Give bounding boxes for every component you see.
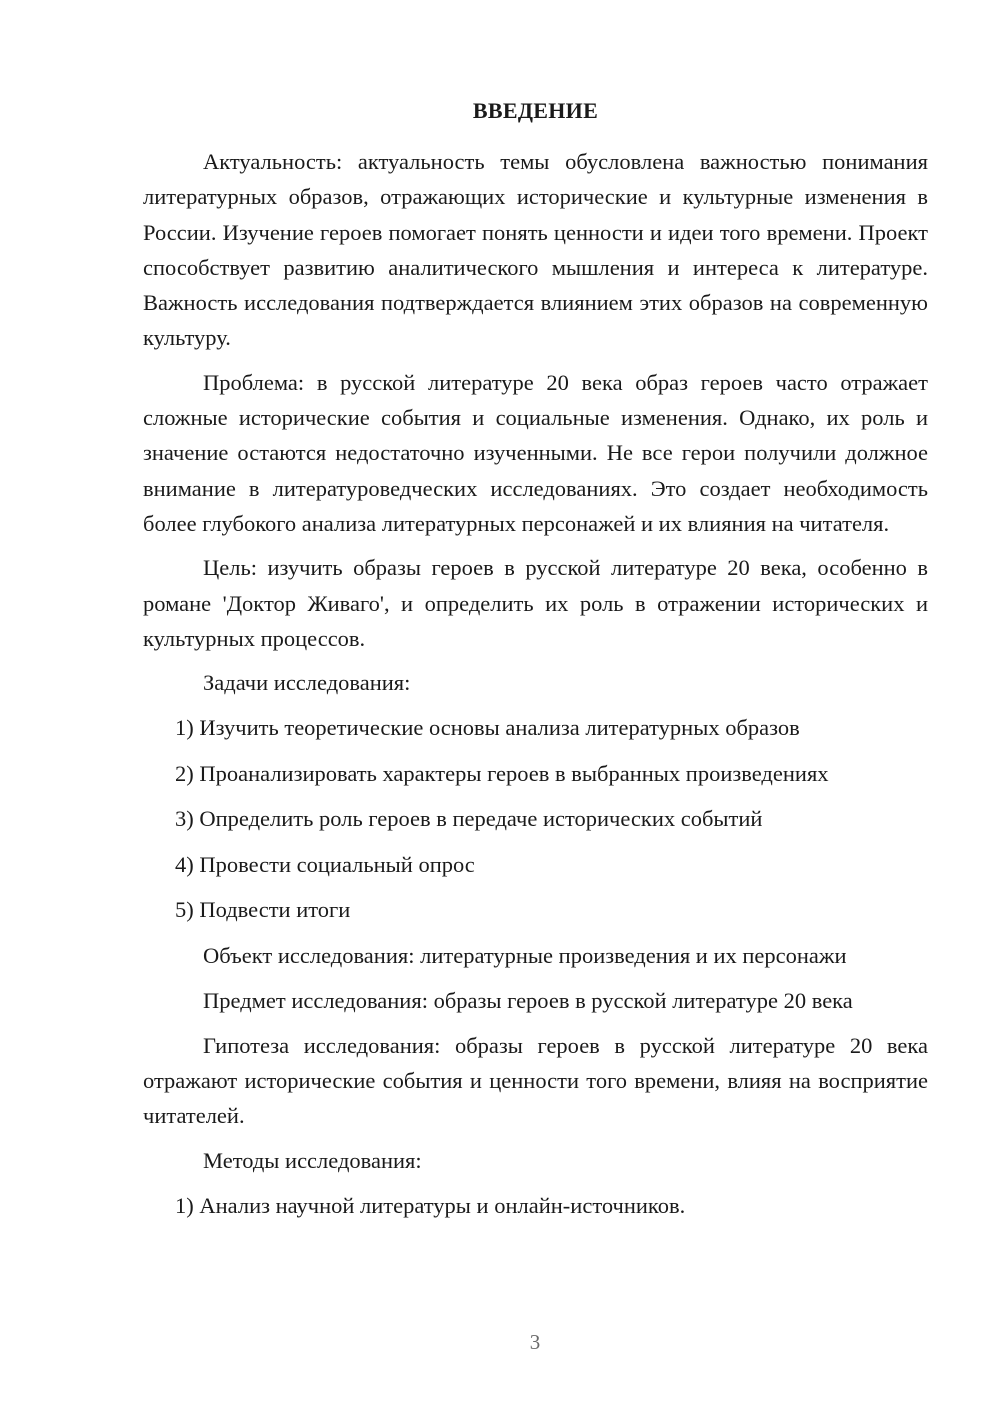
method-item: 1) Анализ научной литературы и онлайн-источников. bbox=[175, 1192, 686, 1218]
tasks-heading: Задачи исследования: bbox=[203, 670, 411, 696]
task-item: 3) Определить роль героев в передаче исторических событий bbox=[175, 806, 763, 832]
methods-heading: Методы исследования: bbox=[203, 1147, 422, 1173]
task-item: 5) Подвести итоги bbox=[175, 897, 351, 923]
section-title: ВВЕДЕНИЕ bbox=[472, 98, 599, 123]
page-number: 3 bbox=[529, 1330, 541, 1354]
goal-paragraph: Цель: изучить образы героев в русской литературе 20 века, особенно в романе 'Доктор Живаго', и определить их роль в отражении исторических и культурных процессов. bbox=[143, 555, 928, 651]
task-item: 4) Провести социальный опрос bbox=[175, 851, 475, 877]
problem-paragraph: Проблема: в русской литературе 20 века образ героев часто отражает сложные исторические события и социальные изменения. Однако, их роль и значение остаются недостаточно изученными. Не все герои получили должное внимание в литературоведческих исследованиях. Это создает необходимость более глубокого анализа литературных персонажей и их влияния на читателя. bbox=[143, 369, 928, 536]
document-page bbox=[143, 95, 928, 1233]
tasks-list bbox=[143, 710, 928, 927]
methods-list bbox=[143, 1188, 928, 1223]
hypothesis-paragraph: Гипотеза исследования: образы героев в русской литературе 20 века отражают исторические события и ценности того времени, влияя на восприятие читателей. bbox=[143, 1032, 928, 1129]
task-item: 2) Проанализировать характеры героев в выбранных произведениях bbox=[175, 760, 829, 786]
task-item: 1) Изучить теоретические основы анализа литературных образов bbox=[175, 715, 800, 741]
research-object: Объект исследования: литературные произведения и их персонажи bbox=[203, 942, 847, 968]
relevance-paragraph: Актуальность: актуальность темы обусловлена важностью понимания литературных образов, отражающих исторические и культурные изменения в России. Изучение героев помогает понять ценности и идеи того времени. Проект способствует развитию аналитического мышления и интереса к литературе. Важность исследования подтверждается влиянием этих образов на современную культуру. bbox=[143, 149, 928, 351]
research-subject: Предмет исследования: образы героев в русской литературе 20 века bbox=[203, 987, 853, 1013]
